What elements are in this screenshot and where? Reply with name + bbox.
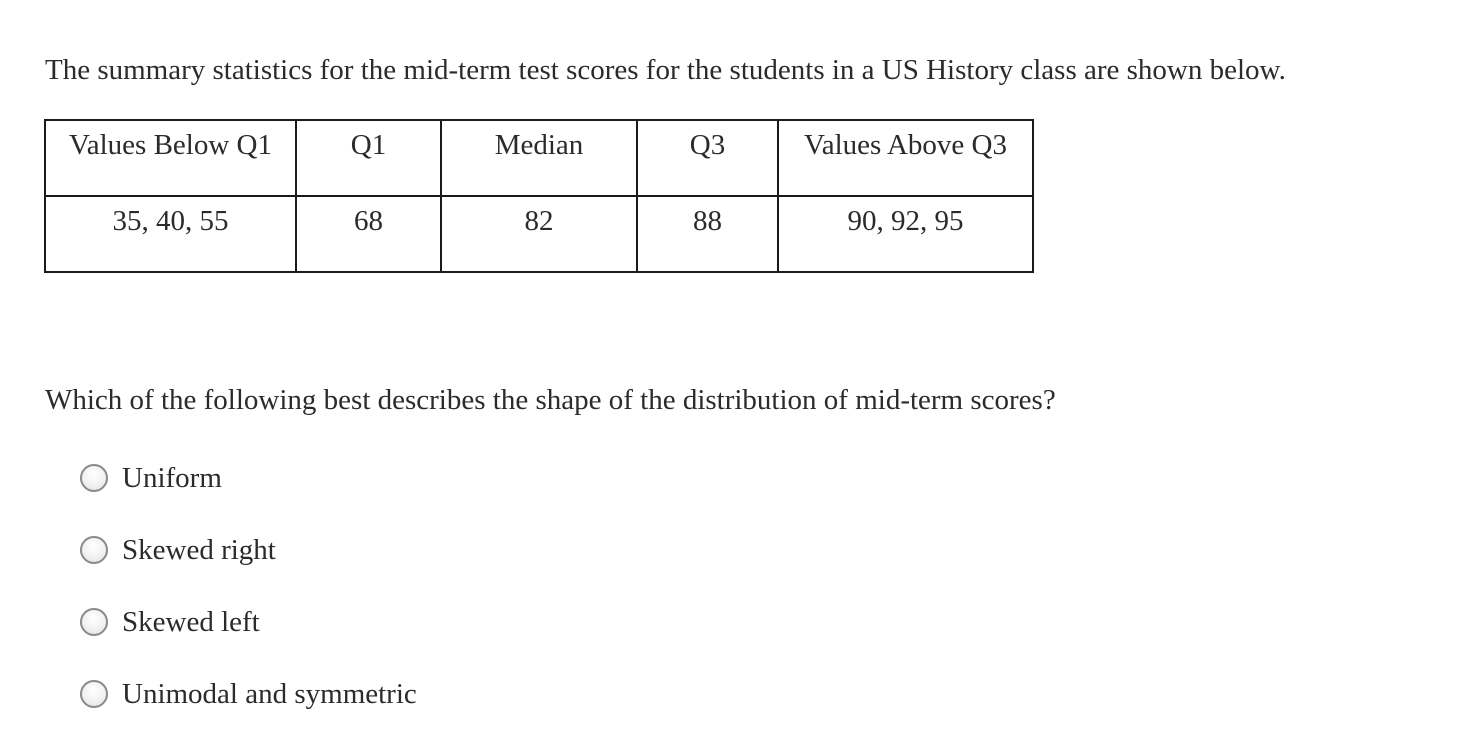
cell-median: 82: [441, 196, 637, 272]
cell-q1: 68: [296, 196, 441, 272]
cell-values-below-q1: 35, 40, 55: [45, 196, 296, 272]
option-label: Skewed left: [122, 606, 260, 638]
header-median: Median: [441, 120, 637, 196]
option-label: Skewed right: [122, 534, 276, 566]
header-q1: Q1: [296, 120, 441, 196]
option-unimodal-symmetric[interactable]: [80, 674, 417, 714]
cell-values-above-q3: 90, 92, 95: [778, 196, 1033, 272]
radio-button[interactable]: [80, 536, 108, 564]
header-values-above-q3: Values Above Q3: [778, 120, 1033, 196]
summary-statistics-table: [44, 119, 1034, 273]
header-q3: Q3: [637, 120, 778, 196]
table-header-row: [45, 120, 1033, 196]
option-label: Unimodal and symmetric: [122, 678, 417, 710]
option-uniform[interactable]: [80, 458, 417, 498]
option-skewed-right[interactable]: [80, 530, 417, 570]
radio-button[interactable]: [80, 464, 108, 492]
cell-q3: 88: [637, 196, 778, 272]
table-row: [45, 196, 1033, 272]
intro-text: The summary statistics for the mid-term test scores for the students in a US History class are shown below.: [45, 54, 1286, 86]
radio-button[interactable]: [80, 608, 108, 636]
option-label: Uniform: [122, 462, 222, 494]
answer-options: [80, 458, 417, 746]
option-skewed-left[interactable]: [80, 602, 417, 642]
header-values-below-q1: Values Below Q1: [45, 120, 296, 196]
question-text: Which of the following best describes the shape of the distribution of mid-term scores?: [45, 384, 1056, 416]
radio-button[interactable]: [80, 680, 108, 708]
